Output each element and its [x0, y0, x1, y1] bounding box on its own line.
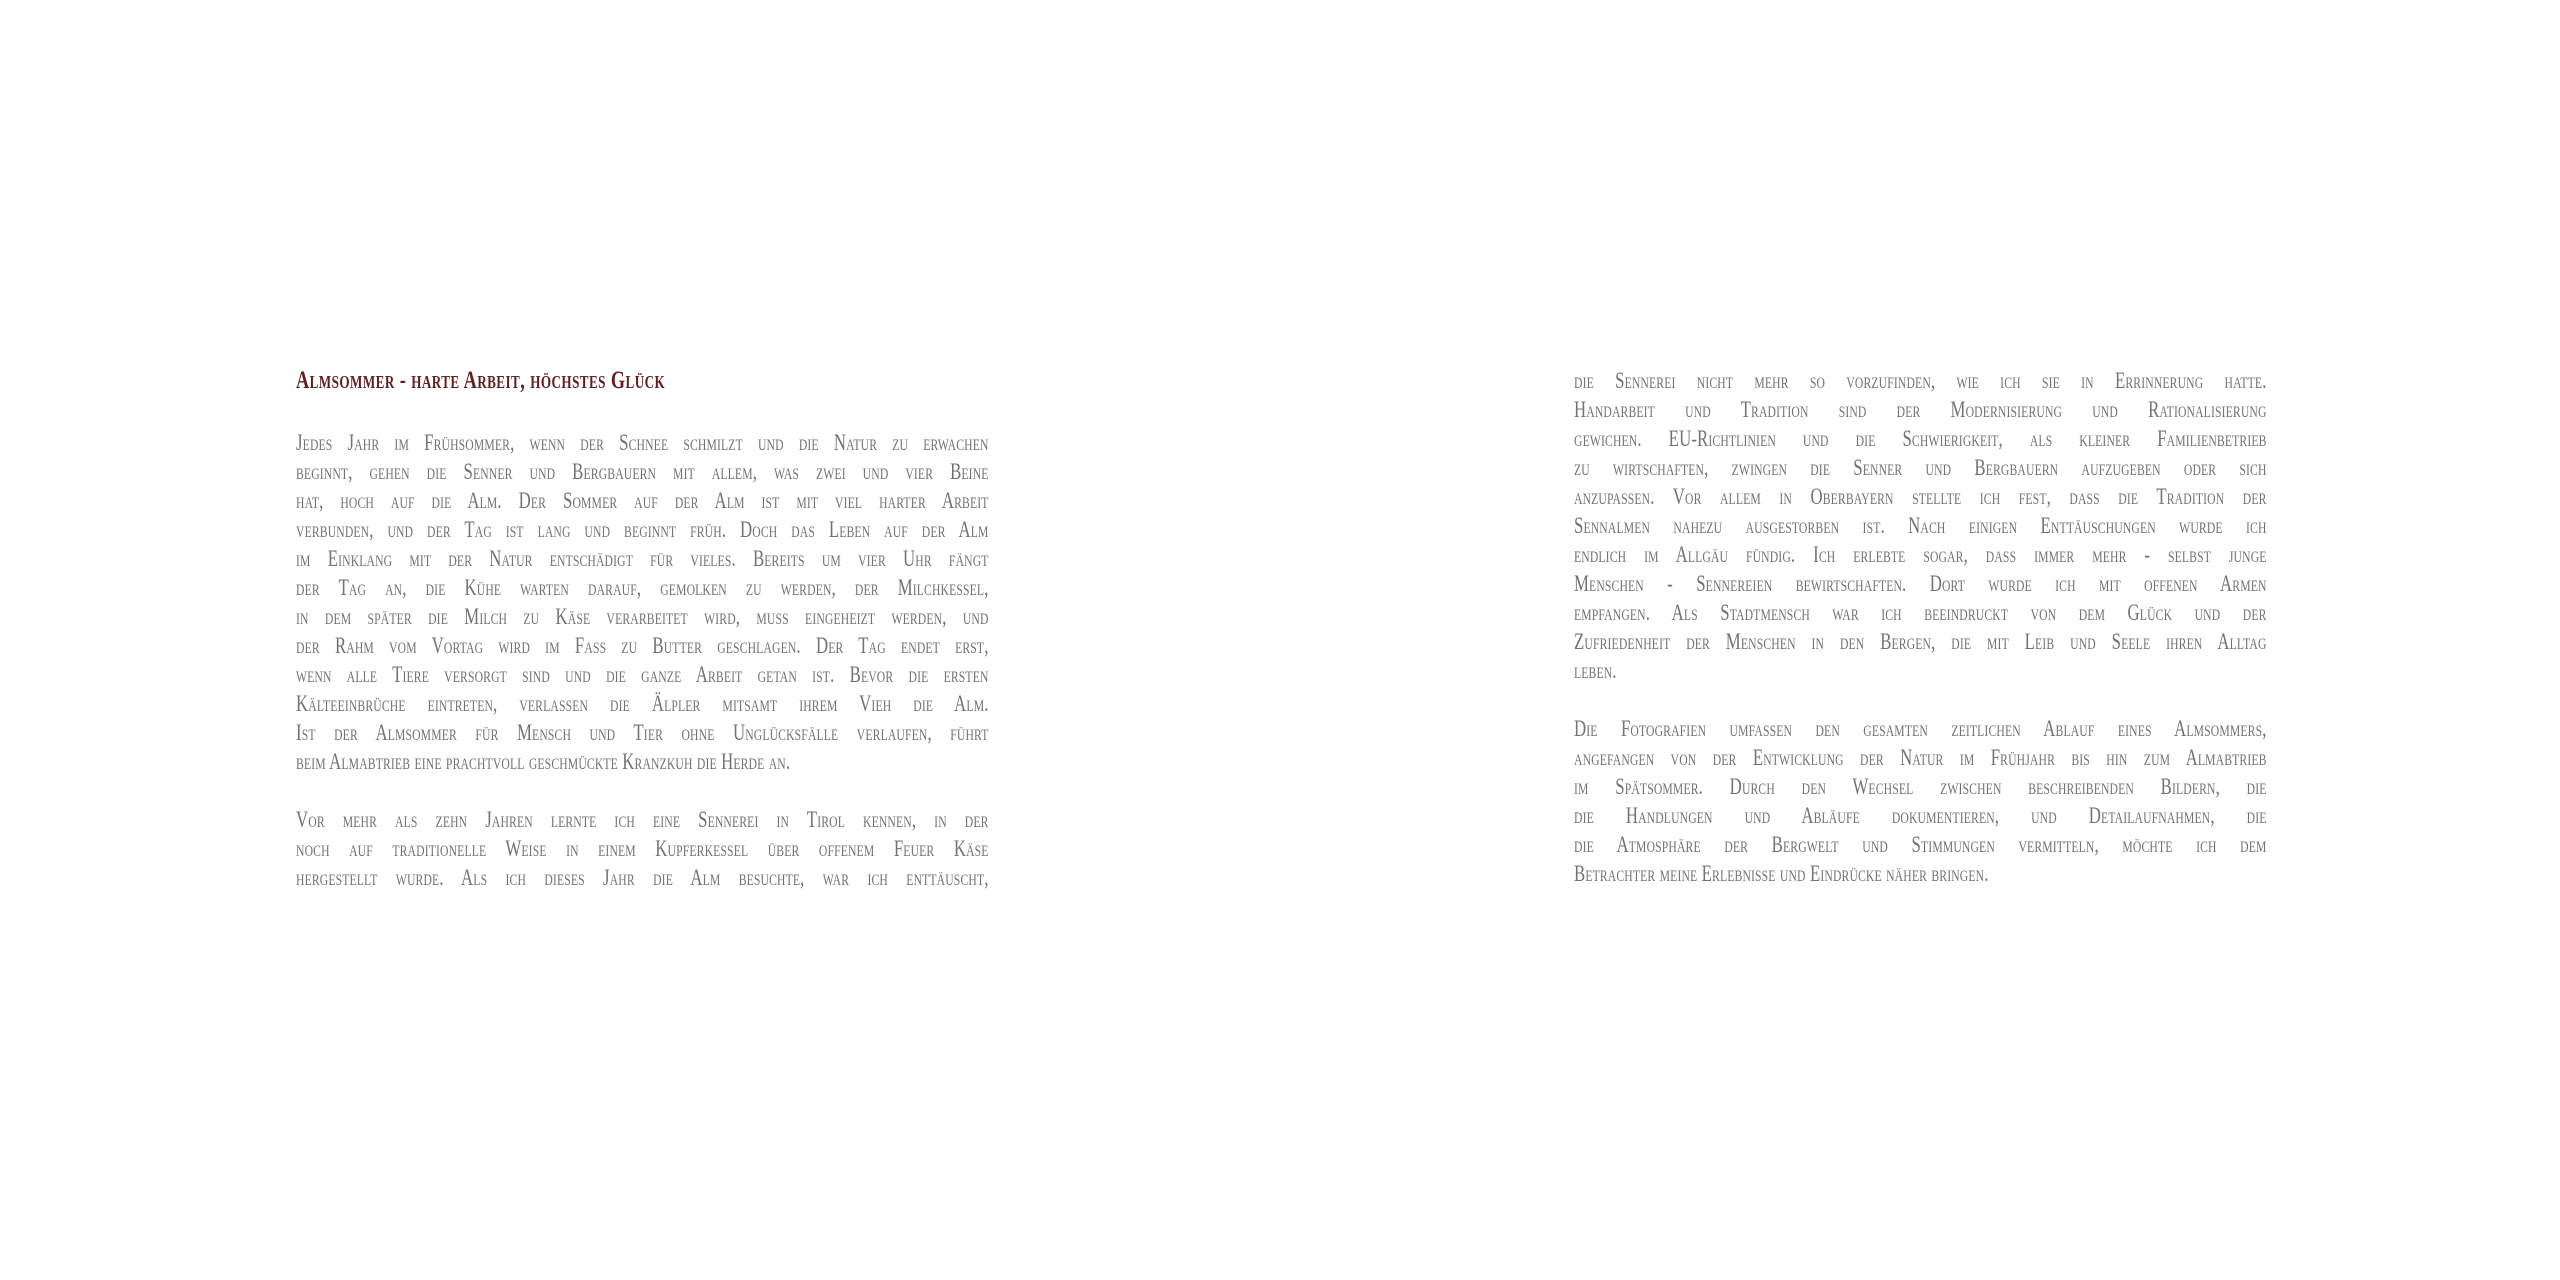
text-line: wenn alle Tiere versorgt sind und die ganze Arbeit getan ist. Bevor die ersten — [296, 662, 989, 687]
text-line: zu wirtschaften, zwingen die Senner und Bergbauern aufzugeben oder sich — [1574, 455, 2267, 480]
paragraph — [1574, 714, 2267, 888]
text-line: im Spätsommer. Durch den Wechsel zwischen beschreibenden Bildern, die — [1574, 774, 2267, 799]
text-line: endlich im Allgäu fündig. Ich erlebte sogar, dass immer mehr - selbst junge — [1574, 542, 2267, 567]
text-line: leben. — [1574, 658, 1617, 683]
text-line: Menschen - Sennereien bewirtschaften. Dort wurde ich mit offenen Armen — [1574, 571, 2267, 596]
text-line: die Sennerei nicht mehr so vorzufinden, wie ich sie in Errinnerung hatte. — [1574, 368, 2267, 393]
right-page-text-column — [1574, 366, 2267, 888]
text-line: hergestellt wurde. Als ich dieses Jahr die Alm besuchte, war ich enttäuscht, — [296, 865, 989, 890]
text-line: Handarbeit und Tradition sind der Modernisierung und Rationalisierung — [1574, 397, 2267, 422]
page-title: Almsommer - harte Arbeit, höchstes Glück — [296, 367, 666, 394]
text-line: verbunden, und der Tag ist lang und beginnt früh. Doch das Leben auf der Alm — [296, 517, 989, 542]
text-line: Vor mehr als zehn Jahren lernte ich eine Sennerei in Tirol kennen, in der — [296, 807, 989, 832]
text-line: der Rahm vom Vortag wird im Fass zu Butter geschlagen. Der Tag endet erst, — [296, 633, 989, 658]
paragraph — [1574, 366, 2267, 685]
left-column-paragraphs — [296, 428, 989, 892]
text-line: Ist der Almsommer für Mensch und Tier ohne Unglücksfälle verlaufen, führt — [296, 720, 989, 745]
right-column-paragraphs — [1574, 366, 2267, 888]
text-line: Die Fotografien umfassen den gesamten zeitlichen Ablauf eines Almsommers, — [1574, 716, 2267, 741]
text-line: der Tag an, die Kühe warten darauf, gemolken zu werden, der Milchkessel, — [296, 575, 989, 600]
left-page-text-column — [296, 366, 989, 892]
text-line: Kälteeinbrüche eintreten, verlassen die Älpler mitsamt ihrem Vieh die Alm. — [296, 691, 989, 716]
text-line: Zufriedenheit der Menschen in den Bergen, die mit Leib und Seele ihren Alltag — [1574, 629, 2267, 654]
text-line: angefangen von der Entwicklung der Natur im Frühjahr bis hin zum Almabtrieb — [1574, 745, 2267, 770]
text-line: die Handlungen und Abläufe dokumentieren, und Detailaufnahmen, die — [1574, 803, 2267, 828]
text-line: im Einklang mit der Natur entschädigt für vieles. Bereits um vier Uhr fängt — [296, 546, 989, 571]
text-line: Betrachter meine Erlebnisse und Eindrücke näher bringen. — [1574, 861, 1989, 886]
text-line: anzupassen. Vor allem in Oberbayern stellte ich fest, dass die Tradition der — [1574, 484, 2267, 509]
text-line: die Atmosphäre der Bergwelt und Stimmungen vermitteln, möchte ich dem — [1574, 832, 2267, 857]
text-line: in dem später die Milch zu Käse verarbeitet wird, muss eingeheizt werden, und — [296, 604, 989, 629]
paragraph — [296, 428, 989, 776]
text-line: Sennalmen nahezu ausgestorben ist. Nach einigen Enttäuschungen wurde ich — [1574, 513, 2267, 538]
text-line: gewichen. EU-Richtlinien und die Schwierigkeit, als kleiner Familienbetrieb — [1574, 426, 2267, 451]
text-line: hat, hoch auf die Alm. Der Sommer auf der Alm ist mit viel harter Arbeit — [296, 488, 989, 513]
text-line: Jedes Jahr im Frühsommer, wenn der Schnee schmilzt und die Natur zu erwachen — [296, 430, 989, 455]
text-line: noch auf traditionelle Weise in einem Kupferkessel über offenem Feuer Käse — [296, 836, 989, 861]
text-line: empfangen. Als Stadtmensch war ich beeindruckt von dem Glück und der — [1574, 600, 2267, 625]
paragraph — [296, 805, 989, 892]
text-line: beginnt, gehen die Senner und Bergbauern mit allem, was zwei und vier Beine — [296, 459, 989, 484]
text-line: beim Almabtrieb eine prachtvoll geschmückte Kranzkuh die Herde an. — [296, 749, 791, 774]
